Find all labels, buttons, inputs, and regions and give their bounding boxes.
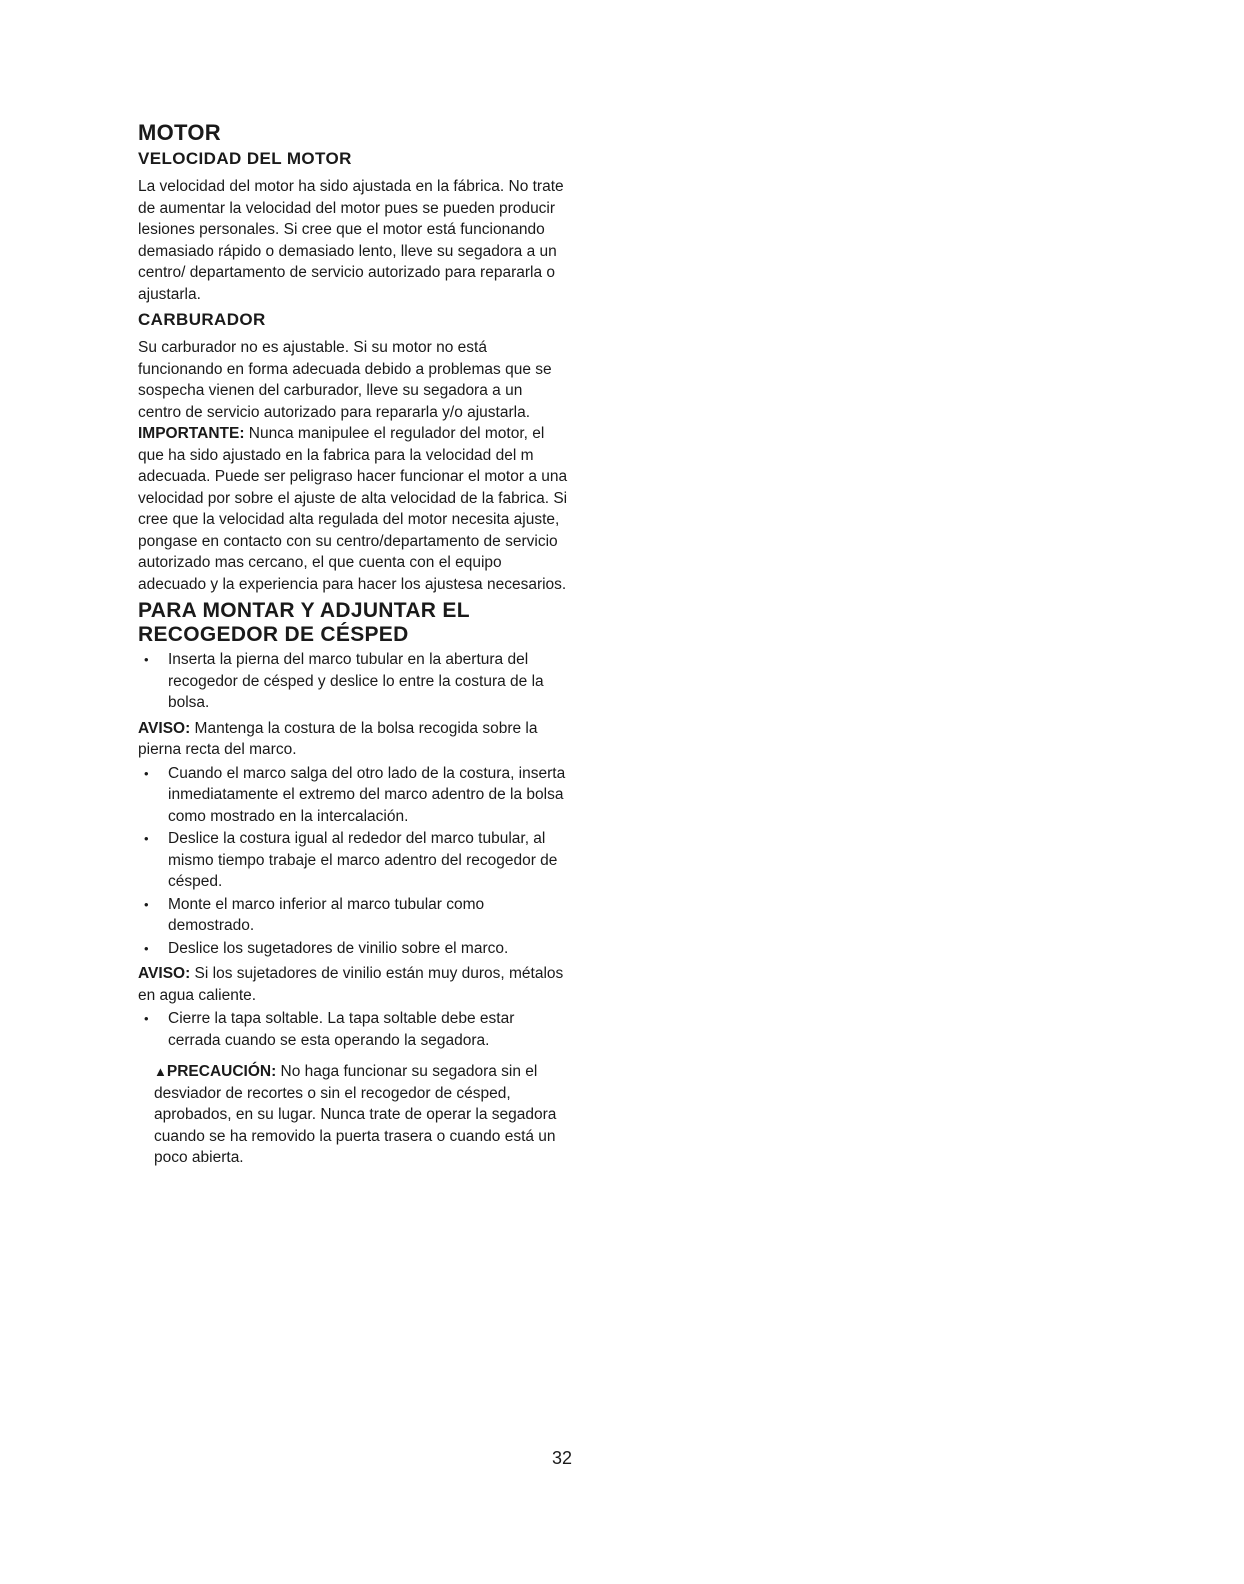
aviso-paragraph-1 — [138, 718, 568, 761]
importante-label: IMPORTANTE: — [138, 425, 245, 442]
manual-page-content — [138, 120, 568, 1173]
section-title-motor: MOTOR — [138, 120, 221, 145]
importante-text: Nunca manipulee el regulador del motor, el que ha sido ajustado en la fabrica para la velocidad del m adecuada. Puede ser peligraso hacer funcionar el motor a una velocidad por sobre el ajuste de alta velocidad de la fabrica. Si cree que la velocidad alta regulada del motor necesita ajuste, pongase en contacto con su centro/departamento de servicio autorizado mas cercano, el que cuenta con el equipo adecuado y la experiencia para hacer los ajustesa necesarios. — [138, 425, 568, 593]
importante-paragraph — [138, 423, 568, 595]
bullet-icon: • — [144, 896, 149, 912]
aviso-label: AVISO: — [138, 719, 191, 737]
aviso-text: Mantenga la costura de la bolsa recogida sobre la pierna recta del marco. — [138, 719, 538, 758]
bullet-icon: • — [144, 1011, 149, 1026]
instruction-list-1 — [138, 649, 568, 714]
section-title-montar — [138, 599, 568, 647]
list-item: • Cierre la tapa soltable. La tapa soltable debe estar cerrada cuando se esta operando la segadora. — [144, 1010, 515, 1049]
aviso-paragraph-2 — [138, 963, 568, 1006]
precaucion-text: No haga funcionar su segadora sin el desviador de recortes o sin el recogedor de césped, aprobados, en su lugar. Nunca trate de operar la segadora cuando se ha removido la puerta trasera o cuando está un poco abierta. — [154, 1063, 557, 1166]
list-item: • Cuando el marco salga del otro lado de la costura, inserta inmediatamente el extremo del marco adentro de la bolsa como mostrado en la intercalación. — [144, 764, 566, 825]
bullet-icon: • — [144, 831, 149, 846]
precaucion-label: PRECAUCIÓN: — [166, 1063, 277, 1080]
subsection-title-velocidad: VELOCIDAD DEL MOTOR — [138, 149, 352, 168]
montar-title-line1: PARA MONTAR Y ADJUNTAR EL — [138, 599, 470, 622]
bullet-icon: • — [144, 652, 149, 667]
list-item: • Monte el marco inferior al marco tubular como demostrado. — [144, 895, 485, 934]
bullet-icon: • — [144, 765, 149, 781]
aviso-label: AVISO: — [138, 965, 191, 982]
list-item: • Inserta la pierna del marco tubular en la abertura del recogedor de césped y deslice lo entre la costura de la bolsa. — [144, 651, 544, 711]
bullet-icon: • — [144, 940, 149, 956]
page-number: 32 — [552, 1448, 573, 1468]
carburador-paragraph: Su carburador no es ajustable. Si su motor no está funcionando en forma adecuada debido a problemas que se sospecha vienen del carburador, lleve su segadora a un centro de servicio autorizado para repararla y/o ajustarla. — [138, 339, 552, 421]
montar-title-line2: RECOGEDOR DE CÉSPED — [138, 623, 409, 646]
warning-triangle-icon: ▲ — [154, 1064, 167, 1079]
aviso-text: Si los sujetadores de vinilio están muy duros, métalos en agua caliente. — [138, 965, 564, 1004]
instruction-list-3 — [138, 1008, 568, 1051]
list-item: • Deslice los sugetadores de vinilio sobre el marco. — [138, 938, 568, 960]
velocidad-paragraph: La velocidad del motor ha sido ajustada en la fábrica. No trate de aumentar la velocidad del motor pues se pueden producir lesiones personales. Si cree que el motor está funcionando demasiado rápido o demasiado lento, lleve su segadora a un centro/ departamento de servicio autorizado para repararla o ajustarla. — [138, 178, 564, 303]
list-item: • Deslice la costura igual al rededor del marco tubular, al mismo tiempo trabaje el marco adentro del recogedor de césped. — [144, 830, 558, 890]
instruction-list-2 — [138, 763, 568, 960]
subsection-title-carburador: CARBURADOR — [138, 310, 266, 329]
precaucion-paragraph — [138, 1061, 568, 1169]
